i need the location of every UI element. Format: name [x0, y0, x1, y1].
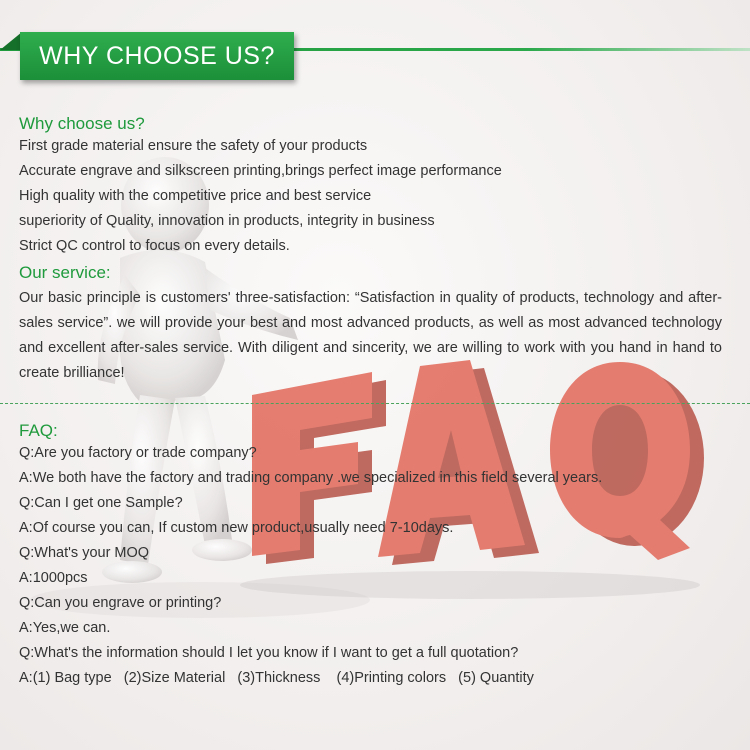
why-line-3: High quality with the competitive price and best service	[19, 188, 372, 204]
faq-line-10: A:(1) Bag type (2)Size Material (3)Thickness (4)Printing colors (5) Quantity	[19, 670, 534, 686]
faq-line-6: A:1000pcs	[19, 570, 88, 586]
why-line-4: superiority of Quality, innovation in products, integrity in business	[19, 213, 435, 229]
why-line-5: Strict QC control to focus on every details.	[19, 238, 290, 254]
faq-line-7: Q:Can you engrave or printing?	[19, 595, 222, 611]
why-line-2: Accurate engrave and silkscreen printing,brings perfect image performance	[19, 163, 502, 179]
faq-title: FAQ:	[19, 421, 58, 440]
faq-line-5: Q:What's your MOQ	[19, 545, 150, 561]
service-paragraph: Our basic principle is customers' three-satisfaction: “Satisfaction in quality of products, technology and after-sales service”. we will provide your best and most advanced products, as well as most advanced technology and excellent after-sales service. With diligent and sincerity, we are willing to work with you hand in hand to create brilliance!	[19, 290, 722, 381]
faq-line-4: A:Of course you can, If custom new product,usually need 7-10days.	[19, 520, 454, 536]
why-line-1: First grade material ensure the safety of your products	[19, 138, 368, 154]
faq-line-8: A:Yes,we can.	[19, 620, 111, 636]
why-choose-title: Why choose us?	[19, 114, 145, 133]
faq-line-2: A:We both have the factory and trading company .we specialized in this field several years.	[19, 470, 603, 486]
faq-line-9: Q:What's the information should I let you know if I want to get a full quotation?	[19, 645, 519, 661]
header-title: WHY CHOOSE US?	[39, 42, 275, 70]
header-ribbon-fold	[0, 32, 22, 50]
service-title: Our service:	[19, 263, 111, 282]
faq-line-3: Q:Can I get one Sample?	[19, 495, 183, 511]
section-divider	[0, 403, 750, 404]
faq-line-1: Q:Are you factory or trade company?	[19, 445, 257, 461]
